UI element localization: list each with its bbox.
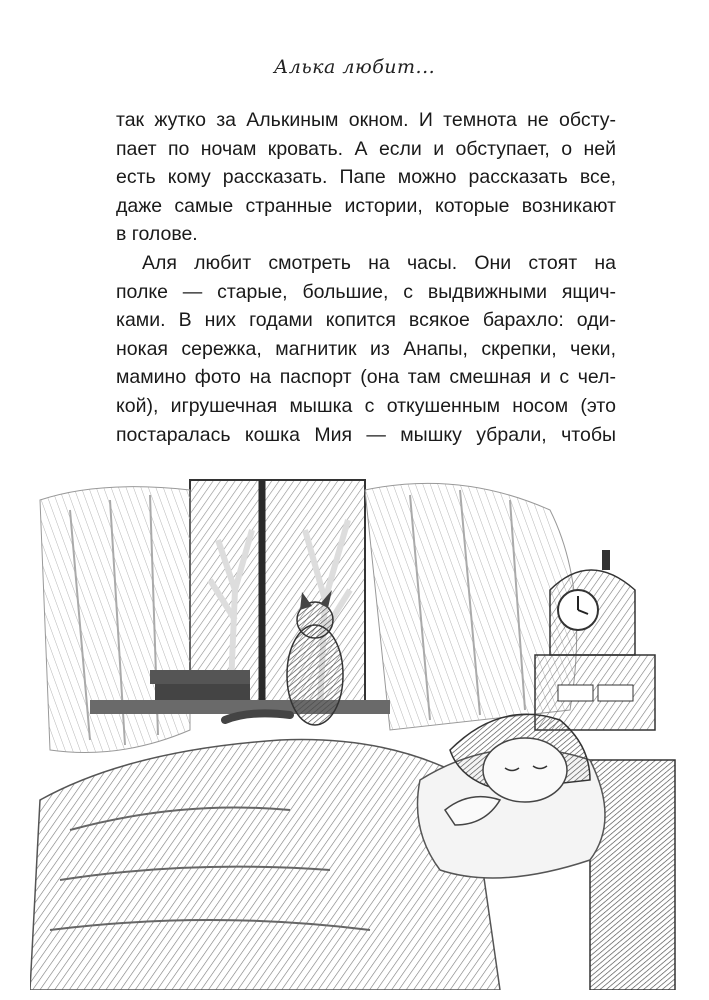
text-line: в голове. — [116, 223, 198, 246]
text-line: постаралась кошка Мия — мышку убрали, чтобы — [116, 423, 616, 446]
text-line: полке — старые, большие, с выдвижными ящич- — [116, 280, 616, 303]
text-line: пает по ночам кровать. А если и обступает, о ней — [116, 137, 616, 160]
text-line: ками. В них годами копится всякое барахло: оди- — [116, 309, 616, 332]
text-line: Аля любит смотреть на часы. Они стоят на — [142, 251, 616, 274]
text-line: даже самые странные истории, которые возникают — [116, 194, 616, 217]
text-line: так жутко за Алькиным окном. И темнота не обсту- — [116, 109, 616, 131]
text-line: есть кому рассказать. Папе можно рассказать все, — [116, 166, 616, 189]
running-header: Алька любит... — [273, 56, 436, 78]
body-text — [116, 106, 616, 449]
bedroom-illustration — [30, 470, 680, 990]
text-line: кой), игрушечная мышка с откушенным носом (это — [116, 394, 616, 417]
text-line: мамино фото на паспорт (она там смешная и с чел- — [116, 366, 616, 389]
text-line: нокая сережка, магнитик из Анапы, скрепки, чеки, — [116, 337, 616, 360]
books — [150, 670, 250, 700]
